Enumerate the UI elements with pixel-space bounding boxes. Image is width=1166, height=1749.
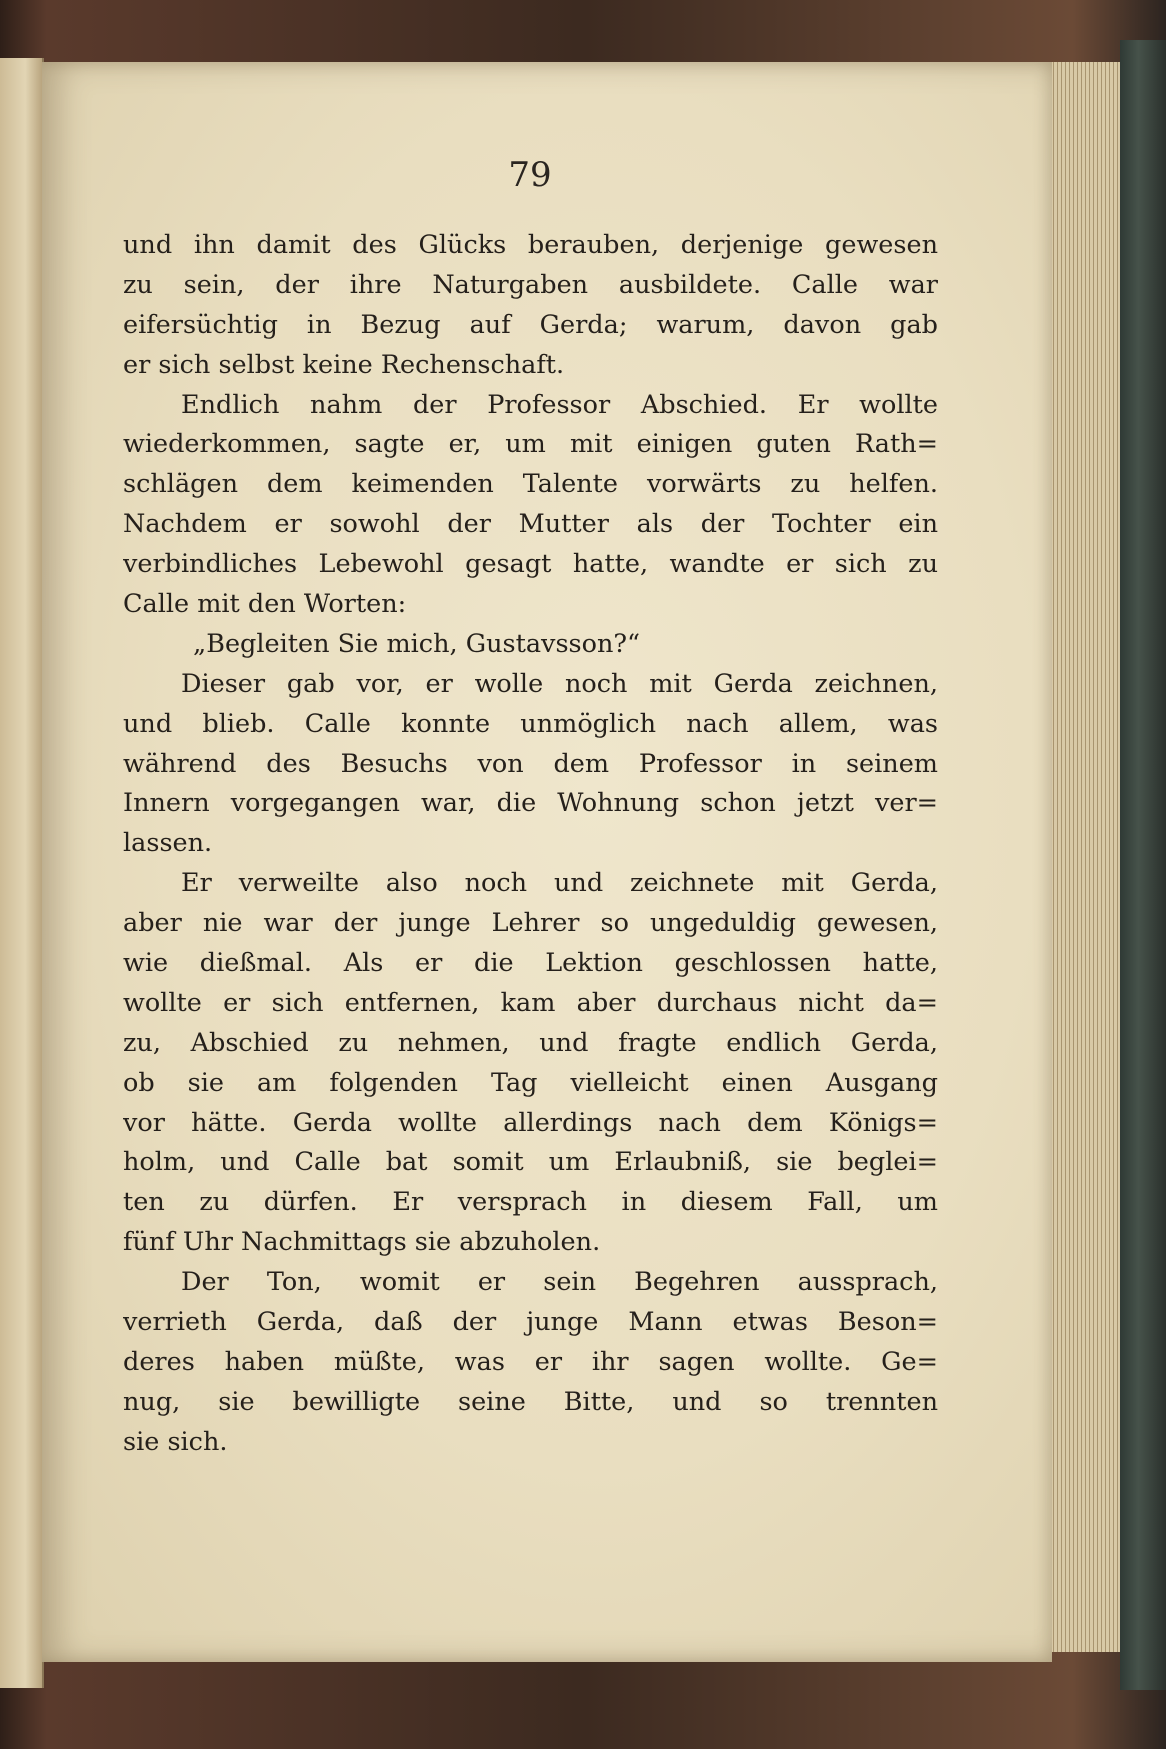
text-line: vor hätte. Gerda wollte allerdings nach dem Königs= bbox=[123, 1107, 938, 1138]
text-line: sie sich. bbox=[123, 1426, 228, 1457]
page-stack-edges bbox=[1050, 62, 1123, 1652]
text-line: deres haben müßte, was er ihr sagen wollte. Ge= bbox=[123, 1346, 938, 1377]
text-line: wie dießmal. Als er die Lektion geschlossen hatte, bbox=[123, 948, 938, 979]
text-line: eifersüchtig in Bezug auf Gerda; warum, davon gab bbox=[123, 309, 938, 340]
text-line: lassen. bbox=[123, 828, 213, 859]
text-line: „Begleiten Sie mich, Gustavsson?“ bbox=[193, 628, 641, 659]
text-line: Der Ton, womit er sein Begehren aussprach, bbox=[181, 1267, 938, 1298]
body-text bbox=[123, 226, 938, 1463]
text-line: Nachdem er sowohl der Mutter als der Tochter ein bbox=[123, 509, 938, 540]
text-line: er sich selbst keine Rechenschaft. bbox=[123, 349, 565, 380]
text-line: Dieser gab vor, er wolle noch mit Gerda zeichnen, bbox=[181, 668, 938, 699]
text-line: wiederkommen, sagte er, um mit einigen guten Rath= bbox=[123, 429, 938, 460]
text-line: Er verweilte also noch und zeichnete mit Gerda, bbox=[181, 868, 938, 899]
text-line: wollte er sich entfernen, kam aber durchaus nicht da= bbox=[123, 987, 938, 1018]
text-line: zu sein, der ihre Naturgaben ausbildete. Calle war bbox=[123, 269, 938, 300]
text-line: Calle mit den Worten: bbox=[123, 589, 407, 620]
text-line: während des Besuchs von dem Professor in seinem bbox=[123, 748, 938, 779]
text-line: ob sie am folgenden Tag vielleicht einen Ausgang bbox=[123, 1067, 938, 1098]
text-line: fünf Uhr Nachmittags sie abzuholen. bbox=[123, 1227, 601, 1258]
text-line: ten zu dürfen. Er versprach in diesem Fall, um bbox=[123, 1187, 938, 1218]
book-cover-edge bbox=[1120, 40, 1166, 1690]
text-line: holm, und Calle bat somit um Erlaubniß, sie beglei= bbox=[123, 1147, 938, 1178]
text-line: aber nie war der junge Lehrer so ungeduldig gewesen, bbox=[123, 908, 938, 939]
text-line: verrieth Gerda, daß der junge Mann etwas Beson= bbox=[123, 1307, 938, 1338]
text-line: Endlich nahm der Professor Abschied. Er wollte bbox=[181, 389, 938, 420]
text-line: verbindliches Lebewohl gesagt hatte, wandte er sich zu bbox=[123, 549, 938, 580]
text-line: zu, Abschied zu nehmen, und fragte endlich Gerda, bbox=[123, 1027, 938, 1058]
text-line: schlägen dem keimenden Talente vorwärts zu helfen. bbox=[123, 469, 938, 500]
text-line: und blieb. Calle konnte unmöglich nach allem, was bbox=[123, 708, 938, 739]
page-number: 79 bbox=[508, 155, 552, 195]
text-line: Innern vorgegangen war, die Wohnung schon jetzt ver= bbox=[123, 788, 938, 819]
text-line: nug, sie bewilligte seine Bitte, und so trennten bbox=[123, 1386, 938, 1417]
text-line: und ihn damit des Glücks berauben, derjenige gewesen bbox=[123, 230, 938, 260]
left-page-edge bbox=[0, 58, 44, 1688]
